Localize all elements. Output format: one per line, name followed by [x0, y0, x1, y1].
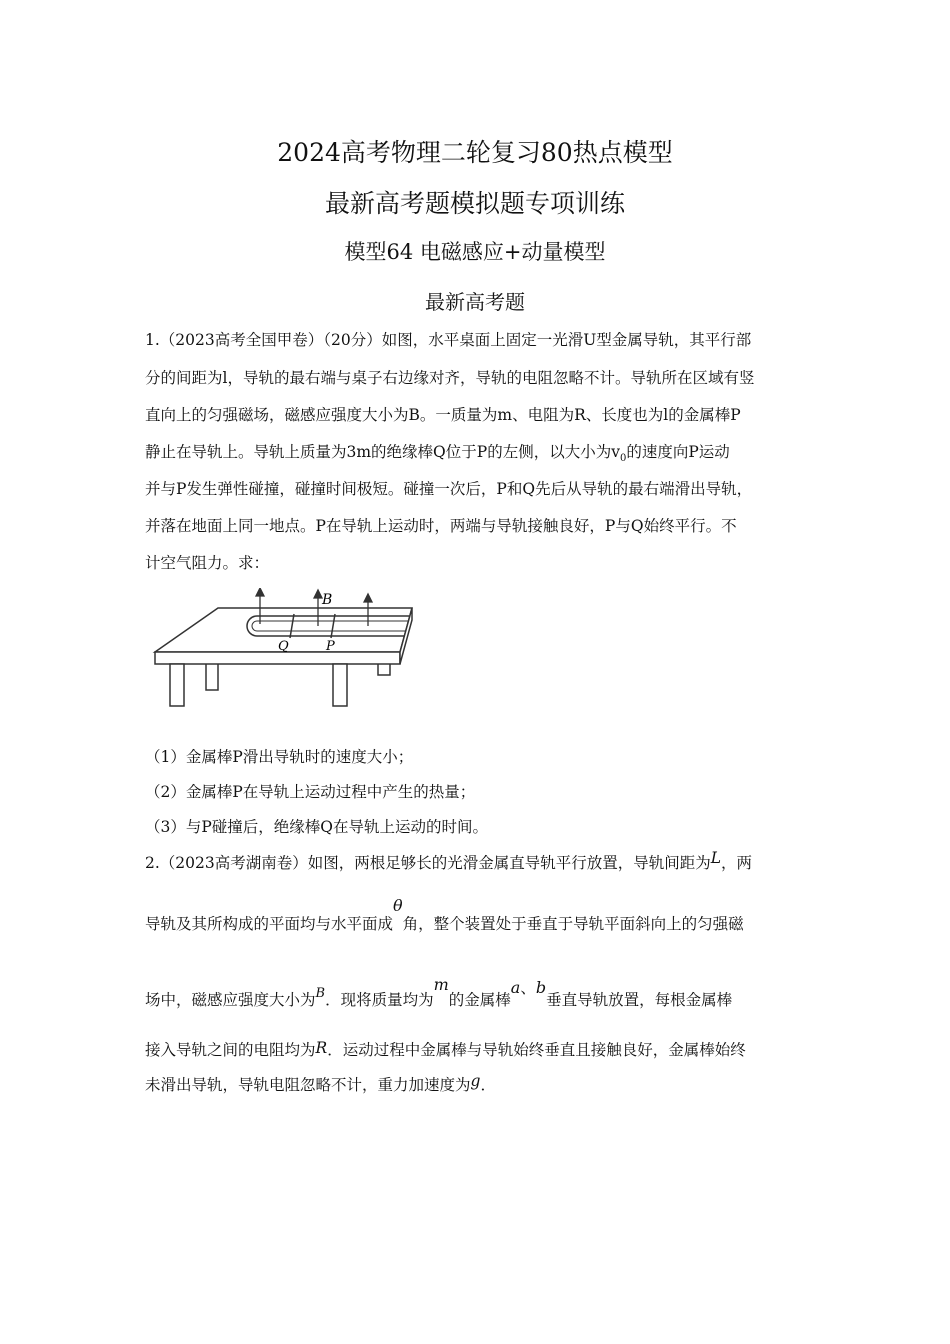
- q2-text: 接入导轨之间的电阻均为: [145, 1041, 316, 1059]
- var-theta: θ: [393, 896, 403, 915]
- q2-text: ，两: [721, 854, 753, 872]
- var-m: m: [433, 975, 449, 994]
- doc-title: 2024高考物理二轮复习80热点模型: [277, 138, 673, 167]
- var-l: L: [710, 849, 722, 867]
- q1-line: 并与P发生弹性碰撞，碰撞时间极短。碰撞一次后，P和Q先后从导轨的最右端滑出导轨，: [145, 480, 753, 498]
- table-leg: [333, 664, 347, 706]
- table-leg: [170, 664, 184, 706]
- q1-line: 1.（2023高考全国甲卷）（20分）如图，水平桌面上固定一光滑U型金属导轨，其平行部: [145, 331, 752, 349]
- field-arrow-head: [256, 588, 264, 596]
- section-heading: 最新高考题: [425, 290, 525, 314]
- q2-text: 角，整个装置处于垂直于导轨平面斜向上的匀强磁: [402, 915, 744, 933]
- q2-text: 垂直导轨放置，每根金属棒: [546, 991, 733, 1009]
- label-p: P: [326, 639, 335, 654]
- label-q: Q: [278, 639, 289, 654]
- model-title: 模型64 电磁感应+动量模型: [344, 240, 606, 264]
- q1-line: [145, 440, 730, 464]
- q2-text: ．: [480, 1076, 496, 1094]
- var-b: B: [315, 986, 326, 1001]
- q2-text: 未滑出导轨，导轨电阻忽略不计，重力加速度为: [145, 1076, 471, 1094]
- q2-text: ．现将质量均为: [325, 991, 434, 1009]
- q1-sub: （1）金属棒P滑出导轨时的速度大小；: [145, 748, 414, 766]
- q2-text: 导轨及其所构成的平面均与水平面成: [145, 915, 394, 933]
- q2-text: 的金属棒: [448, 991, 511, 1009]
- field-arrow-head: [364, 594, 372, 602]
- q2-text: ．运动过程中金属棒与导轨始终垂直且接触良好，金属棒始终: [327, 1041, 746, 1059]
- q1-text: 的速度向P运动: [626, 443, 730, 461]
- field-arrow-head: [314, 590, 322, 598]
- q1-line: 并落在地面上同一地点。P在导轨上运动时，两端与导轨接触良好，P与Q始终平行。不: [145, 517, 737, 535]
- var-r: R: [315, 1039, 328, 1057]
- q2-line: [145, 1073, 496, 1095]
- q1-sub: （3）与P碰撞后，绝缘棒Q在导轨上运动的时间。: [145, 818, 488, 836]
- var-g: g: [470, 1072, 481, 1090]
- var-b-rod: b: [535, 978, 547, 997]
- q2-line: [145, 1038, 746, 1060]
- var-a: a: [510, 978, 521, 997]
- q1-sub: （2）金属棒P在导轨上运动过程中产生的热量；: [145, 783, 476, 801]
- q2-text: 2.（2023高考湖南卷）如图，两根足够长的光滑金属直导轨平行放置，导轨间距为: [145, 854, 711, 872]
- q2-text: 场中，磁感应强度大小为: [145, 991, 316, 1009]
- label-b: B: [322, 592, 333, 608]
- doc-subtitle: 最新高考题模拟题专项训练: [324, 189, 625, 218]
- q2-line: [145, 851, 752, 873]
- q1-line: 分的间距为l，导轨的最右端与桌子右边缘对齐，导轨的电阻忽略不计。导轨所在区域有竖: [145, 369, 755, 387]
- q2-line: [145, 975, 733, 1010]
- v0-subscript: 0: [619, 453, 627, 465]
- q2-line: [145, 896, 744, 934]
- table-rail-figure: [150, 588, 420, 713]
- q1-text: 静止在导轨上。导轨上质量为3m的绝缘棒Q位于P的左侧，以大小为v: [145, 443, 620, 461]
- q1-line: 直向上的匀强磁场，磁感应强度大小为B。一质量为m、电阻为R、长度也为l的金属棒P: [145, 406, 741, 424]
- q2-text: 、: [520, 979, 536, 997]
- q1-line: 计空气阻力。求：: [145, 554, 270, 572]
